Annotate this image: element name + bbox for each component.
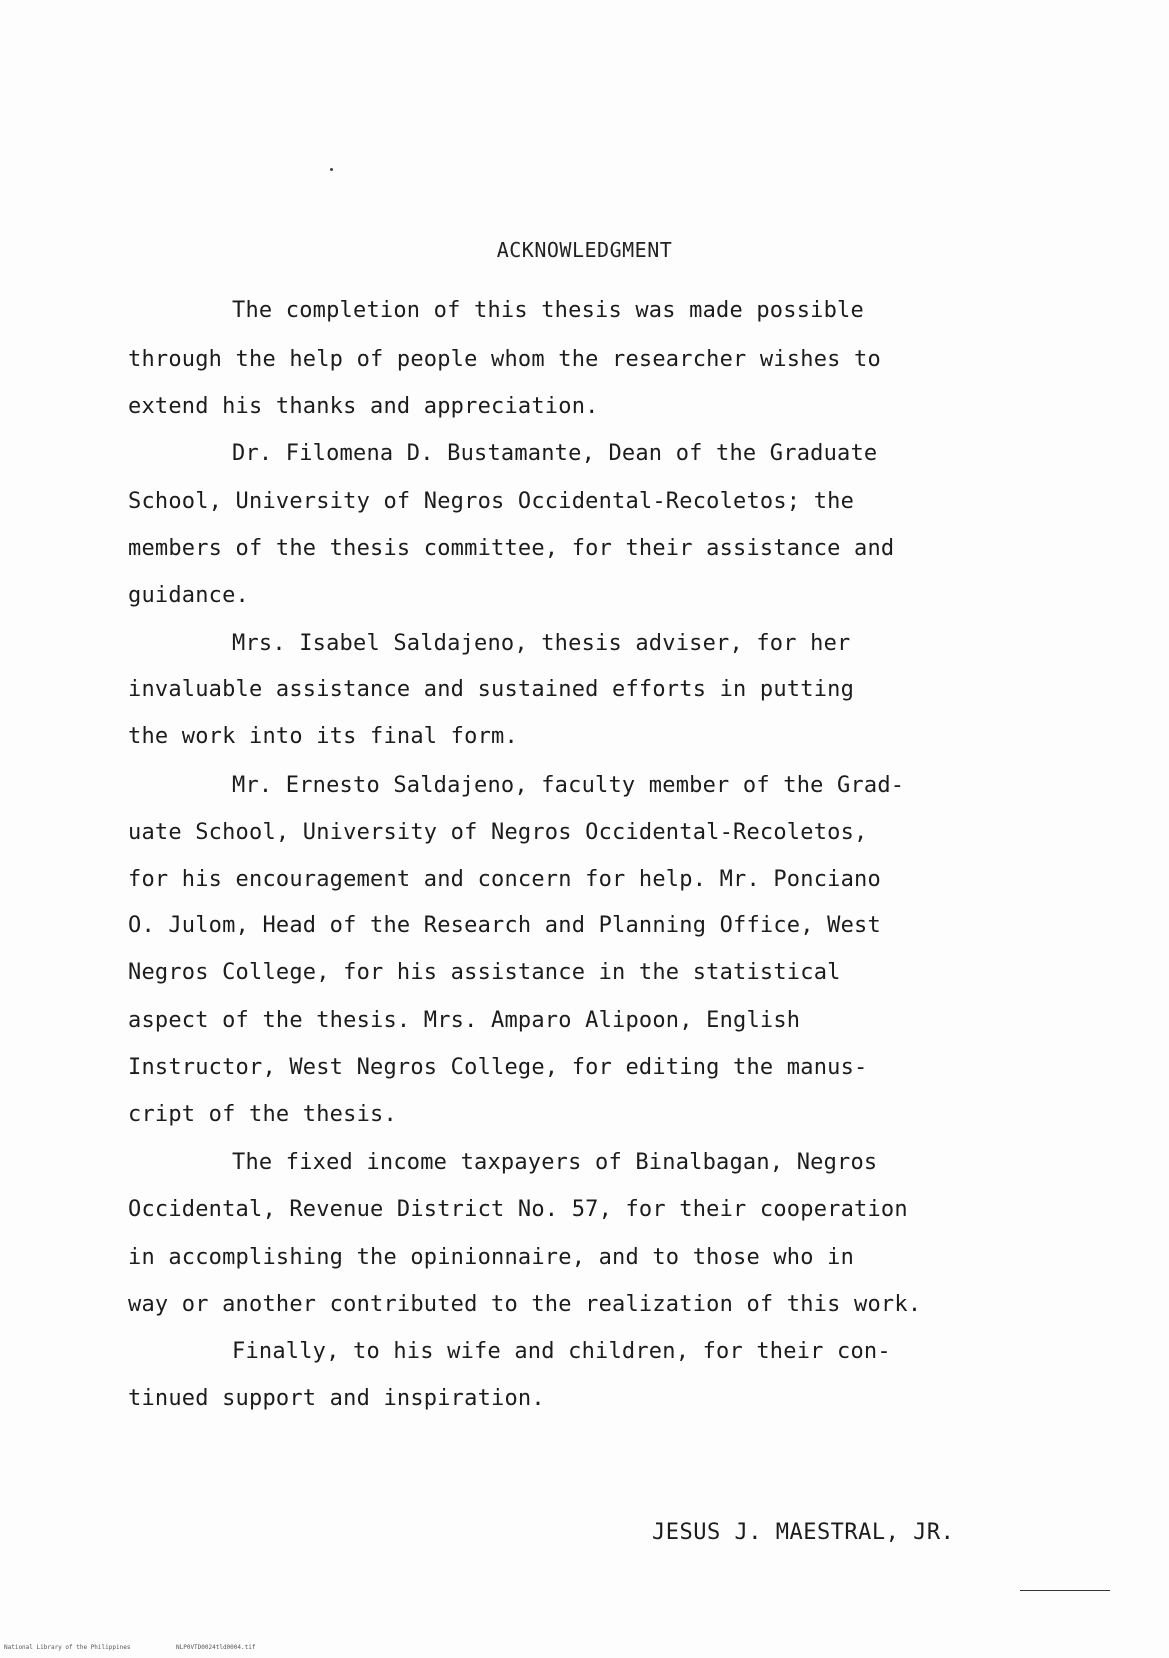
footer-filename: NLP0VTD0024tld0004.tif — [176, 1644, 256, 1651]
paragraph-line: tinued support and inspiration. — [128, 1386, 545, 1411]
page-title: ACKNOWLEDGMENT — [496, 238, 673, 262]
paragraph-line: aspect of the thesis. Mrs. Amparo Alipoon, English — [128, 1008, 801, 1033]
paragraph-line: Negros College, for his assistance in the statistical — [128, 960, 841, 985]
paragraph-line: Mr. Ernesto Saldajeno, faculty member of the Grad- — [232, 773, 905, 798]
paragraph-line: Instructor, West Negros College, for editing the manus- — [128, 1055, 868, 1080]
paragraph-line: Mrs. Isabel Saldajeno, thesis adviser, for her — [232, 631, 851, 656]
paragraph-line: way or another contributed to the realization of this work. — [128, 1292, 922, 1317]
paragraph-line: extend his thanks and appreciation. — [128, 394, 599, 419]
paragraph-line: O. Julom, Head of the Research and Planning Office, West — [128, 913, 881, 938]
paragraph-line: through the help of people whom the researcher wishes to — [128, 347, 881, 372]
paragraph-line: Finally, to his wife and children, for their con- — [232, 1339, 891, 1364]
paragraph-line: members of the thesis committee, for their assistance and — [128, 536, 895, 561]
paragraph-line: the work into its final form. — [128, 724, 518, 749]
bottom-rule — [1020, 1590, 1110, 1591]
paragraph-line: invaluable assistance and sustained efforts in putting — [128, 677, 855, 702]
paragraph-line: Dr. Filomena D. Bustamante, Dean of the Graduate — [232, 441, 878, 466]
paper-speck — [330, 168, 333, 171]
paragraph-line: for his encouragement and concern for help. Mr. Ponciano — [128, 867, 881, 892]
paragraph-line: uate School, University of Negros Occidental-Recoletos, — [128, 820, 868, 845]
paragraph-line: guidance. — [128, 583, 250, 608]
footer-source: National Library of the Philippines — [4, 1644, 131, 1651]
paragraph-line: cript of the thesis. — [128, 1102, 397, 1127]
paragraph-line: Occidental, Revenue District No. 57, for their cooperation — [128, 1197, 908, 1222]
signature-name: JESUS J. MAESTRAL, JR. — [652, 1520, 955, 1545]
paragraph-line: The fixed income taxpayers of Binalbagan, Negros — [232, 1150, 878, 1175]
paragraph-line: The completion of this thesis was made possible — [232, 298, 864, 323]
paragraph-line: School, University of Negros Occidental-Recoletos; the — [128, 489, 855, 514]
paragraph-line: in accomplishing the opinionnaire, and to those who in — [128, 1245, 855, 1270]
